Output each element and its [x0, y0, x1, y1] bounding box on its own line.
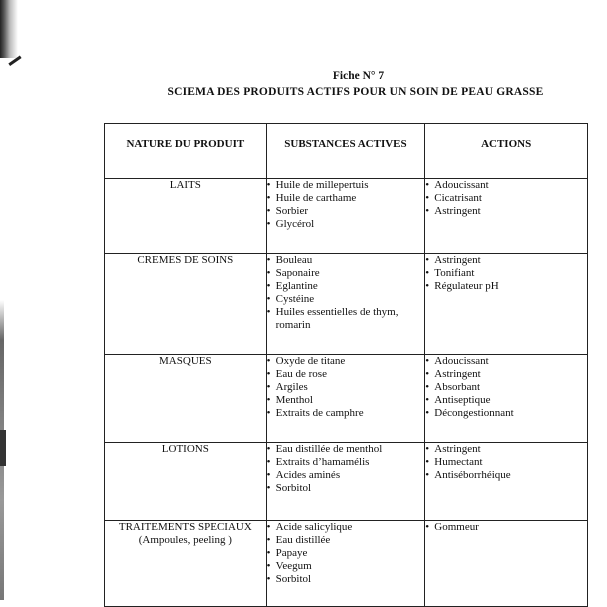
products-table [104, 123, 588, 607]
scan-edge-mark [0, 0, 18, 58]
actions-cell [425, 355, 588, 443]
product-name: MASQUES [159, 355, 212, 367]
substance-item: • Huile de carthame [267, 192, 425, 205]
substance-item: • Acides aminés [267, 469, 425, 482]
substance-item: • Extraits d’hamamélis [267, 456, 425, 469]
substances-cell [266, 521, 425, 607]
action-item: • Tonifiant [425, 267, 587, 280]
scan-corner-mark [8, 56, 29, 78]
substances-cell [266, 355, 425, 443]
substance-item: • Oxyde de titane [267, 355, 425, 368]
action-item: • Absorbant [425, 381, 587, 394]
substance-item: • Sorbitol [267, 573, 425, 586]
substance-item: • Huile de millepertuis [267, 179, 425, 192]
table-row [105, 443, 588, 521]
column-header-substances: SUBSTANCES ACTIVES [266, 124, 425, 179]
product-cell [105, 254, 267, 355]
substances-list [267, 443, 425, 495]
product-cell [105, 521, 267, 607]
substance-item: • Glycérol [267, 218, 425, 231]
scan-edge-mark [0, 430, 6, 466]
substance-item: • Veegum [267, 560, 425, 573]
substance-item: • Saponaire [267, 267, 425, 280]
substance-item: • Cystéine [267, 293, 425, 306]
substance-item: • Bouleau [267, 254, 425, 267]
actions-cell [425, 254, 588, 355]
action-item: • Astringent [425, 368, 587, 381]
action-item: • Adoucissant [425, 179, 587, 192]
substance-item: • Eglantine [267, 280, 425, 293]
column-header-nature: NATURE DU PRODUIT [105, 124, 267, 179]
actions-cell [425, 521, 588, 607]
substance-item: • Acide salicylique [267, 521, 425, 534]
table-header-row [105, 124, 588, 179]
substance-item: • Huiles essentielles de thym, romarin [267, 306, 425, 332]
action-item: • Astringent [425, 443, 587, 456]
table-row [105, 179, 588, 254]
substances-cell [266, 179, 425, 254]
actions-cell [425, 443, 588, 521]
column-header-actions: ACTIONS [425, 124, 588, 179]
action-item: • Régulateur pH [425, 280, 587, 293]
substance-item: • Menthol [267, 394, 425, 407]
product-name: TRAITEMENTS SPECIAUX [118, 521, 252, 533]
substances-list [267, 254, 425, 332]
substance-item: • Sorbier [267, 205, 425, 218]
product-name: LAITS [169, 179, 201, 191]
substance-item: • Extraits de camphre [267, 407, 425, 420]
substance-item: • Sorbitol [267, 482, 425, 495]
substance-item: • Argiles [267, 381, 425, 394]
document-fiche-number: Fiche N° 7 [332, 70, 385, 82]
product-cell [105, 179, 267, 254]
product-cell [105, 355, 267, 443]
substances-list [267, 521, 425, 586]
action-item: • Humectant [425, 456, 587, 469]
action-item: • Gommeur [425, 521, 587, 534]
actions-cell [425, 179, 588, 254]
table-row [105, 254, 588, 355]
action-item: • Adoucissant [425, 355, 587, 368]
document-title: SCIEMA DES PRODUITS ACTIFS POUR UN SOIN DE PEAU GRASSE [167, 86, 544, 98]
actions-list [425, 254, 587, 293]
substances-list [267, 179, 425, 231]
substances-cell [266, 443, 425, 521]
substance-item: • Eau distillée de menthol [267, 443, 425, 456]
action-item: • Astringent [425, 254, 587, 267]
table-row [105, 521, 588, 607]
actions-list [425, 443, 587, 482]
product-name: CREMES DE SOINS [137, 254, 234, 266]
product-cell [105, 443, 267, 521]
actions-list [425, 355, 587, 420]
actions-list [425, 179, 587, 218]
action-item: • Astringent [425, 205, 587, 218]
substance-item: • Eau distillée [267, 534, 425, 547]
substance-item: • Eau de rose [267, 368, 425, 381]
product-name: LOTIONS [161, 443, 209, 455]
substances-cell [266, 254, 425, 355]
substances-list [267, 355, 425, 420]
actions-list [425, 521, 587, 534]
action-item: • Cicatrisant [425, 192, 587, 205]
product-subtitle: (Ampoules, peeling ) [138, 534, 232, 546]
substance-item: • Papaye [267, 547, 425, 560]
action-item: • Décongestionnant [425, 407, 587, 420]
table-row [105, 355, 588, 443]
action-item: • Antiséborrhéique [425, 469, 587, 482]
action-item: • Antiseptique [425, 394, 587, 407]
